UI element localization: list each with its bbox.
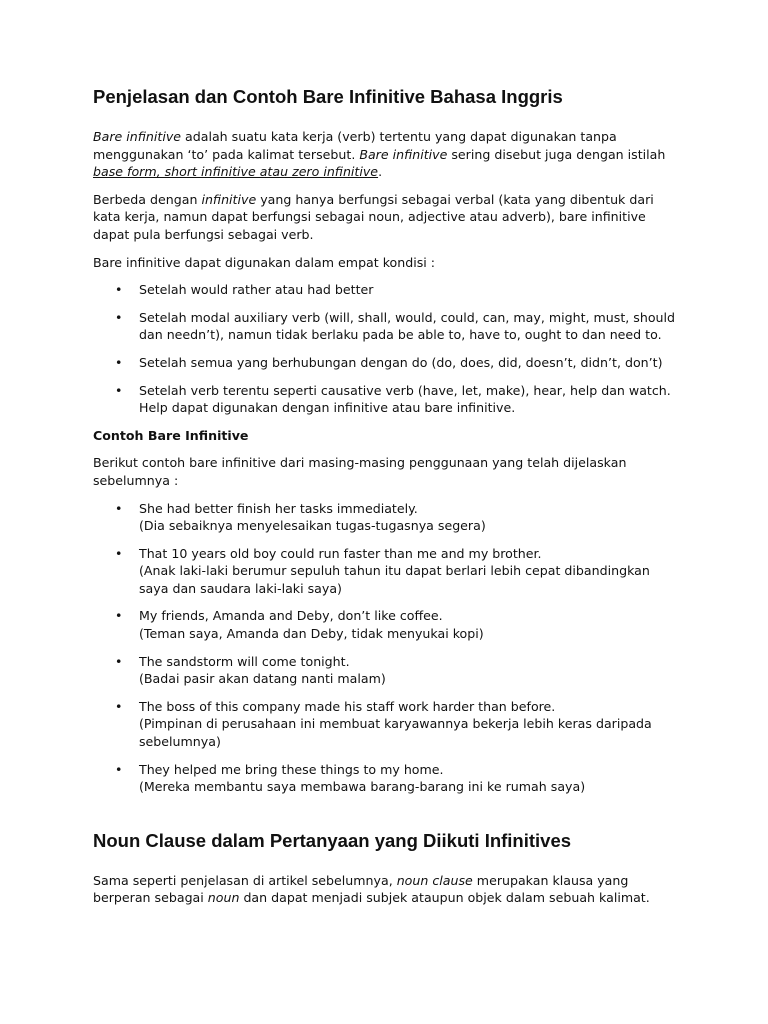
intro-paragraph: [93, 128, 683, 181]
page-title: Penjelasan dan Contoh Bare Infinitive Bahasa Inggris: [93, 86, 563, 107]
bullet-icon: •: [115, 545, 123, 561]
text-run: adalah suatu kata kerja (verb) tertentu yang dapat digunakan tanpa menggunakan ‘to’ pada kalimat tersebut.: [93, 129, 617, 162]
term-italic: noun clause: [396, 872, 473, 888]
list-item: [93, 309, 683, 344]
text-run: Berbeda dengan: [93, 191, 202, 207]
text-run: sering disebut juga dengan istilah: [447, 146, 666, 162]
list-item: [93, 382, 683, 417]
list-item-text: Setelah would rather atau had better: [139, 282, 374, 298]
noun-clause-paragraph: [93, 872, 683, 907]
conditions-intro: Bare infinitive dapat digunakan dalam empat kondisi :: [93, 254, 436, 270]
example-english: My friends, Amanda and Deby, don’t like coffee.: [139, 608, 443, 624]
example-english: The sandstorm will come tonight.: [139, 653, 350, 669]
term-italic: noun: [207, 890, 240, 906]
example-english: The boss of this company made his staff work harder than before.: [139, 698, 556, 714]
bullet-icon: •: [115, 382, 123, 398]
example-item: [93, 761, 683, 796]
document-page: [93, 86, 683, 907]
example-translation: (Pimpinan di perusahaan ini membuat karyawannya bekerja lebih keras daripada sebelumnya): [139, 716, 652, 750]
bullet-icon: •: [115, 309, 123, 325]
underlined-terms: base form, short infinitive atau zero infinitive: [93, 164, 379, 180]
bullet-icon: •: [115, 653, 123, 669]
list-item-text: Setelah modal auxiliary verb (will, shall, would, could, can, may, might, must, should dan needn’t), namun tidak berlaku pada be able to, have to, ought to dan need to.: [139, 309, 676, 343]
examples-list: [93, 500, 683, 796]
list-item-text: Setelah semua yang berhubungan dengan do (do, does, did, doesn’t, didn’t, don’t): [139, 354, 663, 370]
example-item: [93, 698, 683, 751]
bullet-icon: •: [115, 282, 123, 298]
term-italic: Bare infinitive: [93, 129, 182, 144]
bullet-icon: •: [115, 500, 123, 516]
example-english: That 10 years old boy could run faster than me and my brother.: [139, 545, 542, 561]
example-item: [93, 607, 683, 642]
examples-intro: Berikut contoh bare infinitive dari masing-masing penggunaan yang telah dijelaskan sebelumnya :: [93, 455, 627, 488]
example-english: They helped me bring these things to my home.: [139, 761, 444, 777]
text-run: .: [378, 164, 383, 180]
text-run: Sama seperti penjelasan di artikel sebelumnya,: [93, 872, 397, 888]
comparison-paragraph: [93, 191, 683, 244]
example-item: [93, 545, 683, 598]
example-translation: (Dia sebaiknya menyelesaikan tugas-tugasnya segera): [139, 518, 486, 534]
bullet-icon: •: [115, 761, 123, 777]
example-item: [93, 653, 683, 688]
text-run: merupakan klausa yang berperan sebagai: [93, 872, 629, 906]
text-run: dan dapat menjadi subjek ataupun objek dalam sebuah kalimat.: [239, 890, 650, 906]
list-item-text: Setelah verb terentu seperti causative verb (have, let, make), hear, help dan watch. Help dapat digunakan dengan infinitive atau bare infinitive.: [139, 382, 671, 416]
bullet-icon: •: [115, 608, 123, 624]
section-title: Noun Clause dalam Pertanyaan yang Diikuti Infinitives: [93, 829, 572, 851]
text-run: yang hanya berfungsi sebagai verbal (kata yang dibentuk dari kata kerja, namun dapat berfungsi sebagai noun, adjective atau adverb), bare infinitive dapat pula berfungsi sebagai verb.: [93, 191, 654, 242]
bullet-icon: •: [115, 698, 123, 714]
section-subheading: Contoh Bare Infinitive: [93, 427, 249, 443]
example-translation: (Teman saya, Amanda dan Deby, tidak menyukai kopi): [139, 626, 484, 642]
example-translation: (Badai pasir akan datang nanti malam): [139, 671, 386, 687]
example-translation: (Anak laki-laki berumur sepuluh tahun itu dapat berlari lebih cepat dibandingkan saya dan saudara laki-laki saya): [139, 563, 650, 596]
example-translation: (Mereka membantu saya membawa barang-barang ini ke rumah saya): [139, 779, 586, 795]
example-item: [93, 500, 683, 535]
list-item: [93, 354, 683, 372]
term-italic: infinitive: [201, 191, 257, 207]
example-english: She had better finish her tasks immediately.: [139, 500, 418, 516]
conditions-list: [93, 281, 683, 417]
bullet-icon: •: [115, 354, 123, 370]
list-item: [93, 281, 683, 299]
term-italic: Bare infinitive: [359, 146, 448, 162]
